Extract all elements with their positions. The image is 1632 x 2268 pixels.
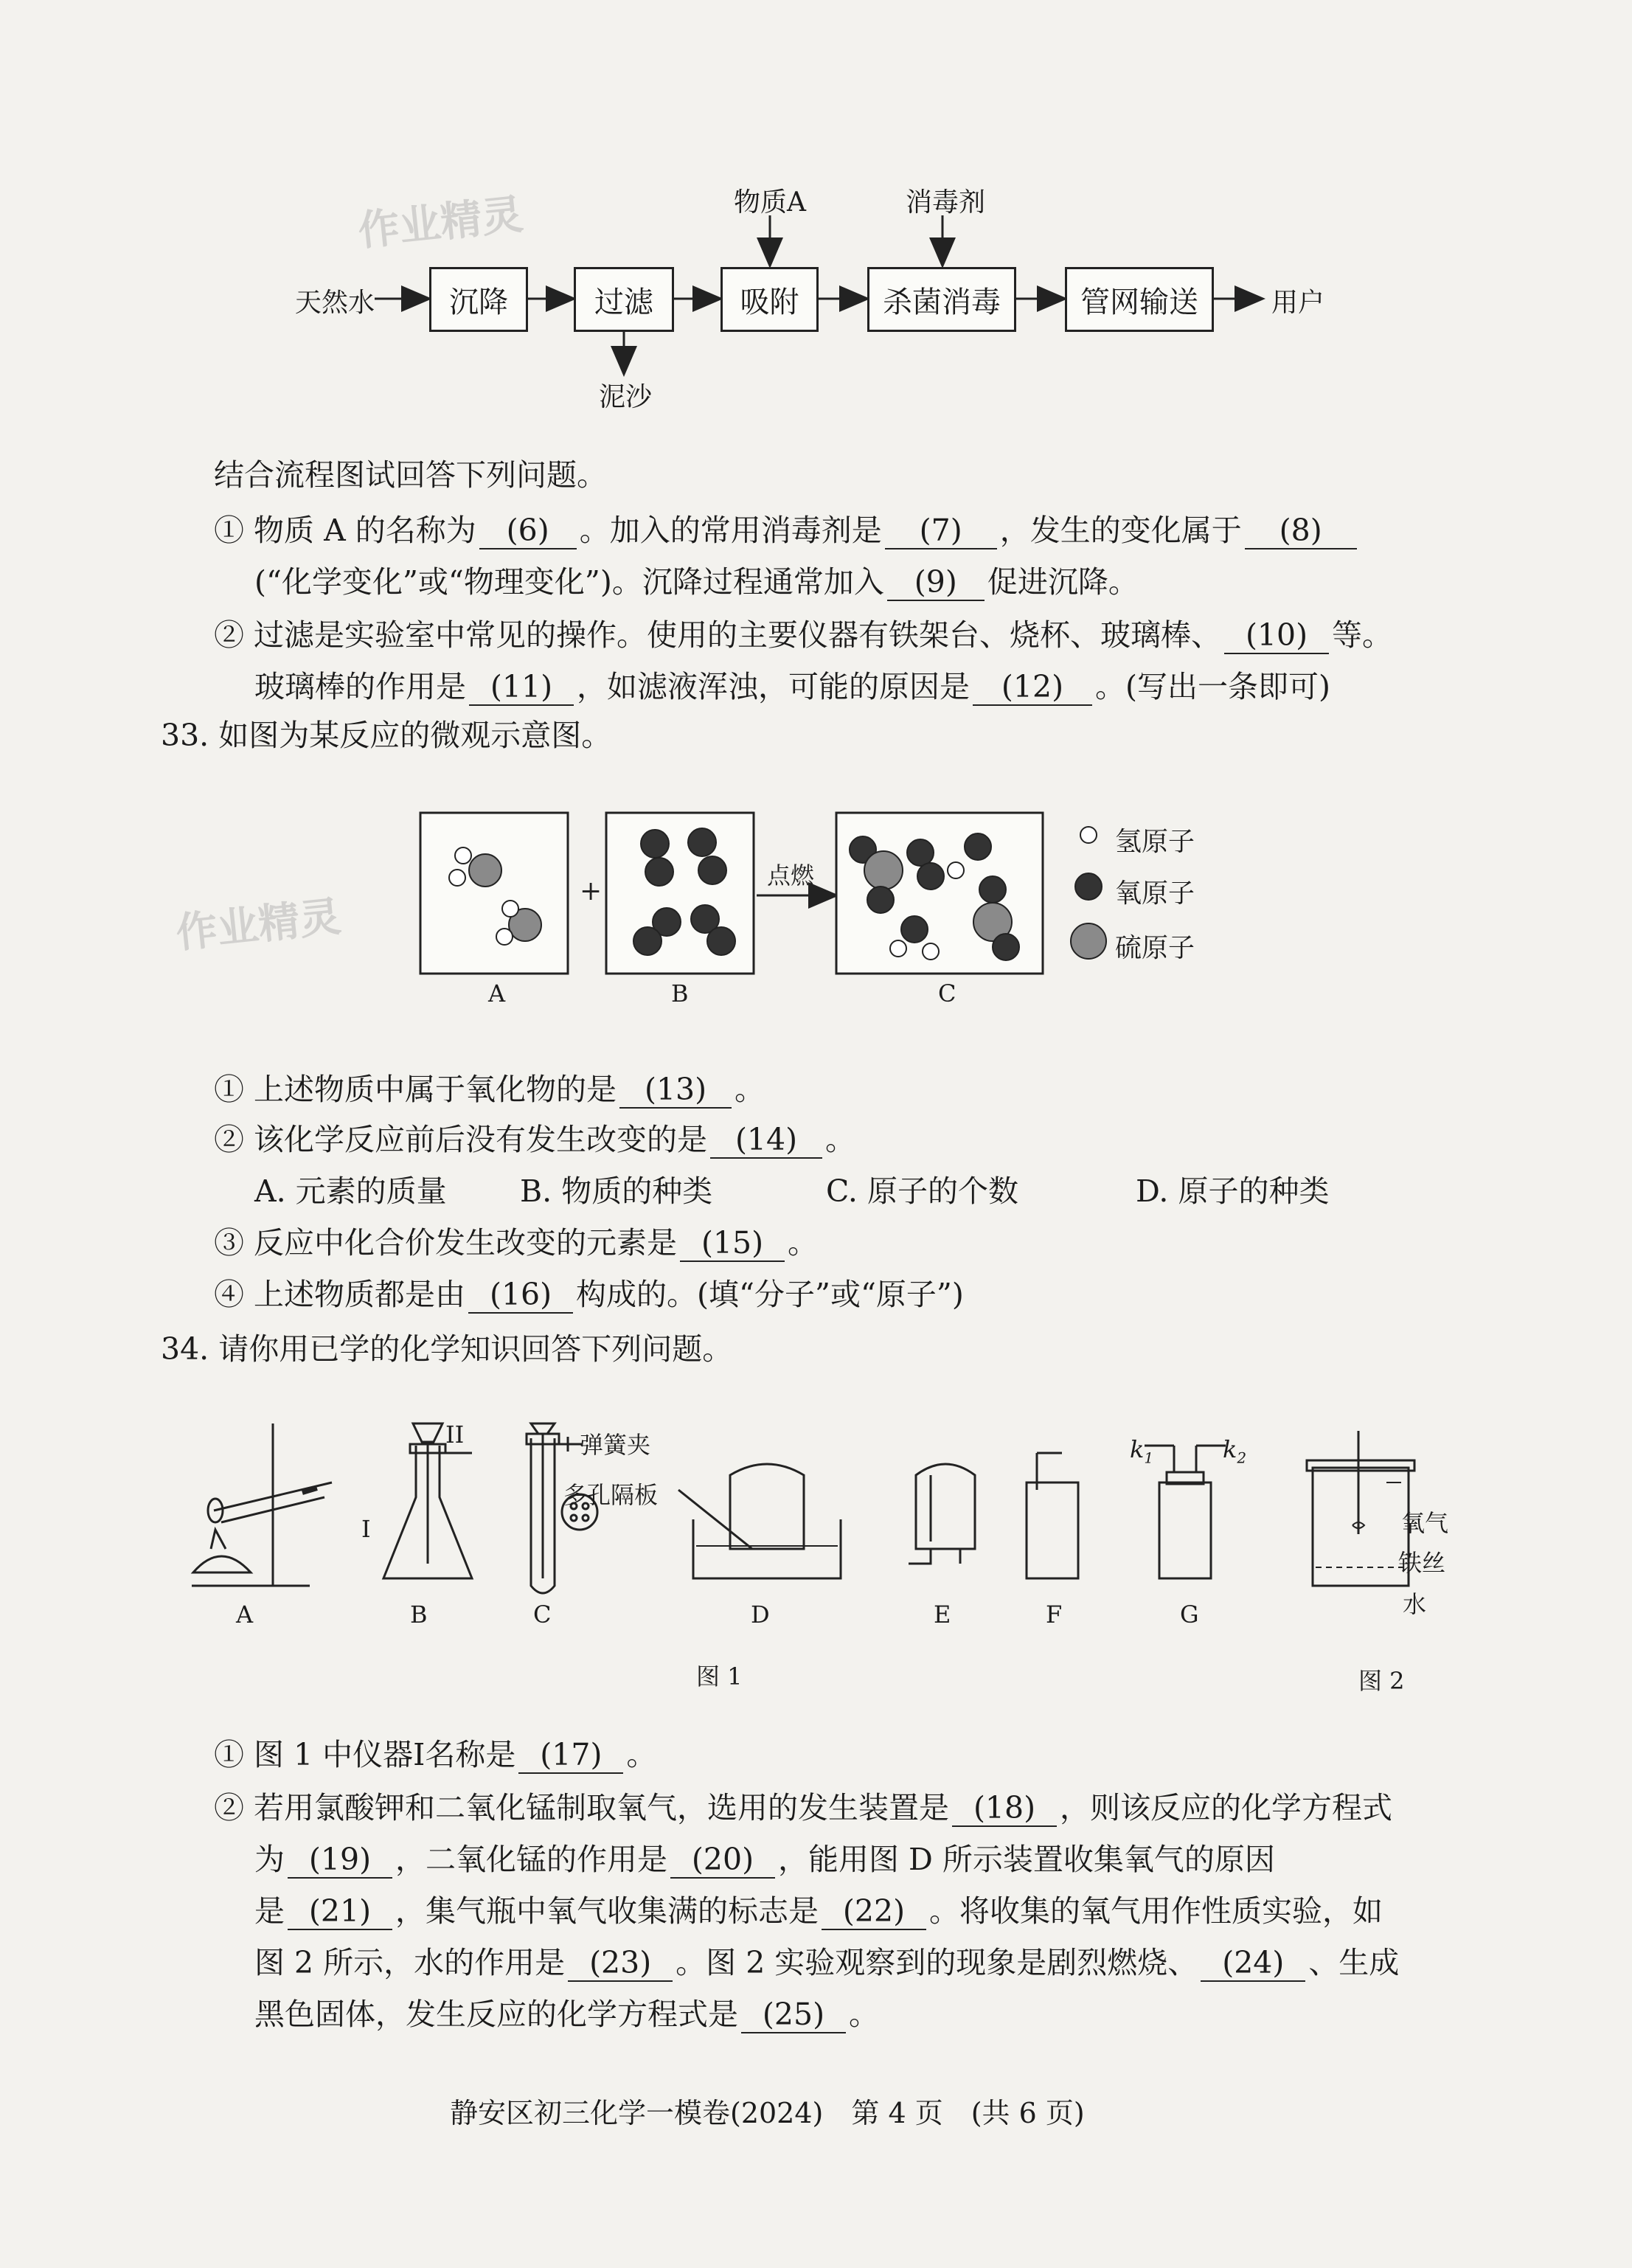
micro-diagram [0, 797, 1632, 1033]
label-k2: $k_2$ [1223, 1435, 1247, 1467]
q33-sub4: ④ 上述物质都是由 (16) 构成的。(填“分子”或“原子”) [214, 1277, 964, 1312]
q34-sub2-line3: 是 (21) ，集气瓶中氧气收集满的标志是 (22) 。将收集的氧气用作性质实验，如 [254, 1893, 1383, 1929]
label-instrument-ii: II [445, 1421, 465, 1449]
q34-sub1: ① 图 1 中仪器Ⅰ名称是 (17) 。 [214, 1737, 657, 1772]
q33-option-b[interactable]: B. 物质的种类 [520, 1173, 713, 1209]
answer-blank-6[interactable]: (6) [479, 513, 577, 549]
q33-option-d[interactable]: D. 原子的种类 [1136, 1173, 1330, 1209]
box-label-b: B [671, 979, 689, 1008]
answer-blank-15[interactable]: (15) [680, 1225, 785, 1262]
label-water: 水 [1403, 1590, 1427, 1618]
flow-arrows [0, 0, 1632, 443]
label-spring-clip: 弹簧夹 [580, 1431, 651, 1459]
q33-sub3: ③ 反应中化合价发生改变的元素是 (15) 。 [214, 1225, 819, 1260]
watermark: 作业精灵 [173, 892, 344, 958]
label-iron-wire: 铁丝 [1398, 1549, 1446, 1577]
apparatus-g [1145, 1446, 1226, 1578]
flow-output-label: 用户 [1271, 288, 1325, 318]
q32-part2-line1: ② 过滤是实验室中常见的操作。使用的主要仪器有铁架台、烧杯、玻璃棒、 (10) 等。 [214, 617, 1393, 653]
legend-sulfur: 硫原子 [1115, 933, 1195, 963]
flow-add-disinfectant-label: 消毒剂 [906, 187, 986, 218]
q34-sub2-line2: 为 (19) ，二氧化锰的作用是 (20) ，能用图 D 所示装置收集氧气的原因 [254, 1842, 1275, 1877]
page-footer: 静安区初三化学一模卷(2024) 第 4 页 (共 6 页) [450, 2097, 1085, 2129]
answer-blank-14[interactable]: (14) [710, 1122, 822, 1159]
apparatus-label-c: C [533, 1601, 552, 1629]
watermark: 作业精灵 [355, 190, 526, 256]
label-oxygen: 氧气 [1401, 1509, 1449, 1537]
box-a [420, 813, 568, 974]
apparatus-label-d: D [751, 1601, 770, 1629]
answer-blank-23[interactable]: (23) [568, 1945, 673, 1982]
flow-waste-label: 泥沙 [599, 382, 653, 412]
answer-blank-25[interactable]: (25) [741, 1997, 846, 2033]
legend-oxygen: 氧原子 [1115, 878, 1195, 909]
answer-blank-16[interactable]: (16) [468, 1277, 573, 1314]
answer-blank-21[interactable]: (21) [288, 1893, 392, 1930]
plus-sign: + [580, 876, 603, 906]
apparatus-label-b: B [410, 1601, 428, 1629]
apparatus-label-a: A [236, 1601, 254, 1629]
q34-sub2-line5: 黑色固体，发生反应的化学方程式是 (25) 。 [254, 1997, 879, 2032]
flow-node-filter: 过滤 [574, 267, 674, 332]
figure-1-caption: 图 1 [696, 1662, 743, 1690]
apparatus-label-f: F [1046, 1601, 1063, 1629]
answer-blank-12[interactable]: (12) [973, 669, 1092, 706]
answer-blank-18[interactable]: (18) [952, 1790, 1057, 1827]
flow-node-settling: 沉降 [429, 267, 528, 332]
answer-blank-11[interactable]: (11) [469, 669, 574, 706]
answer-blank-24[interactable]: (24) [1201, 1945, 1305, 1982]
label-porous-plate: 多孔隔板 [563, 1481, 659, 1509]
answer-blank-8[interactable]: (8) [1245, 513, 1357, 549]
q33-option-c[interactable]: C. 原子的个数 [826, 1173, 1018, 1209]
figure-2-caption: 图 2 [1358, 1667, 1405, 1695]
flow-node-disinfect: 杀菌消毒 [867, 267, 1016, 332]
answer-blank-13[interactable]: (13) [619, 1072, 732, 1109]
apparatus-label-g: G [1180, 1601, 1199, 1629]
answer-blank-7[interactable]: (7) [885, 513, 997, 549]
q33-sub1: ① 上述物质中属于氧化物的是 (13) 。 [214, 1072, 765, 1107]
apparatus-f [1027, 1453, 1078, 1578]
apparatus-a [192, 1423, 332, 1586]
label-k1: $k_1$ [1130, 1435, 1154, 1467]
box-label-c: C [938, 979, 956, 1008]
q32-part2-line2: 玻璃棒的作用是 (11) ，如滤液浑浊，可能的原因是 (12) 。(写出一条即可) [254, 669, 1330, 704]
answer-blank-22[interactable]: (22) [822, 1893, 926, 1930]
answer-blank-10[interactable]: (10) [1224, 617, 1329, 654]
label-instrument-i: I [361, 1515, 371, 1543]
reaction-condition: 点燃 [767, 861, 815, 889]
q32-part1-line1: ① 物质 A 的名称为 (6) 。加入的常用消毒剂是 (7) ，发生的变化属于 (8) [214, 509, 1360, 552]
q33-option-a[interactable]: A. 元素的质量 [254, 1173, 447, 1209]
q33-sub2: ② 该化学反应前后没有发生改变的是 (14) 。 [214, 1122, 856, 1157]
legend-hydrogen-marker [1080, 827, 1097, 843]
answer-blank-19[interactable]: (19) [288, 1842, 392, 1879]
q34-sub2-line4: 图 2 所示，水的作用是 (23) 。图 2 实验观察到的现象是剧烈燃烧、 (24) 、生成 [254, 1945, 1400, 1980]
legend-sulfur-marker [1071, 923, 1106, 959]
q34-title: 34. 请你用已学的化学知识回答下列问题。 [161, 1331, 733, 1367]
legend-oxygen-marker [1075, 873, 1102, 900]
flow-node-adsorb: 吸附 [720, 267, 819, 332]
q33-title: 33. 如图为某反应的微观示意图。 [161, 718, 612, 753]
apparatus-label-e: E [934, 1601, 951, 1629]
box-label-a: A [488, 979, 506, 1008]
flow-input-label: 天然水 [295, 288, 375, 318]
apparatus-e [909, 1464, 975, 1564]
apparatus-d [678, 1464, 841, 1578]
flow-add-a-label: 物质A [734, 187, 806, 218]
answer-blank-9[interactable]: (9) [887, 564, 985, 601]
answer-blank-20[interactable]: (20) [670, 1842, 775, 1879]
answer-blank-17[interactable]: (17) [518, 1737, 623, 1774]
q32-part1-line2: (“化学变化”或“物理变化”)。沉降过程通常加入 (9) 促进沉降。 [254, 564, 1139, 600]
flow-node-pipeline: 管网输送 [1065, 267, 1214, 332]
q34-sub2-line1: ② 若用氯酸钾和二氧化锰制取氧气，选用的发生装置是 (18) ，则该反应的化学方程式 [214, 1790, 1393, 1825]
q32-intro: 结合流程图试回答下列问题。 [214, 457, 607, 493]
legend-hydrogen: 氢原子 [1115, 827, 1195, 857]
